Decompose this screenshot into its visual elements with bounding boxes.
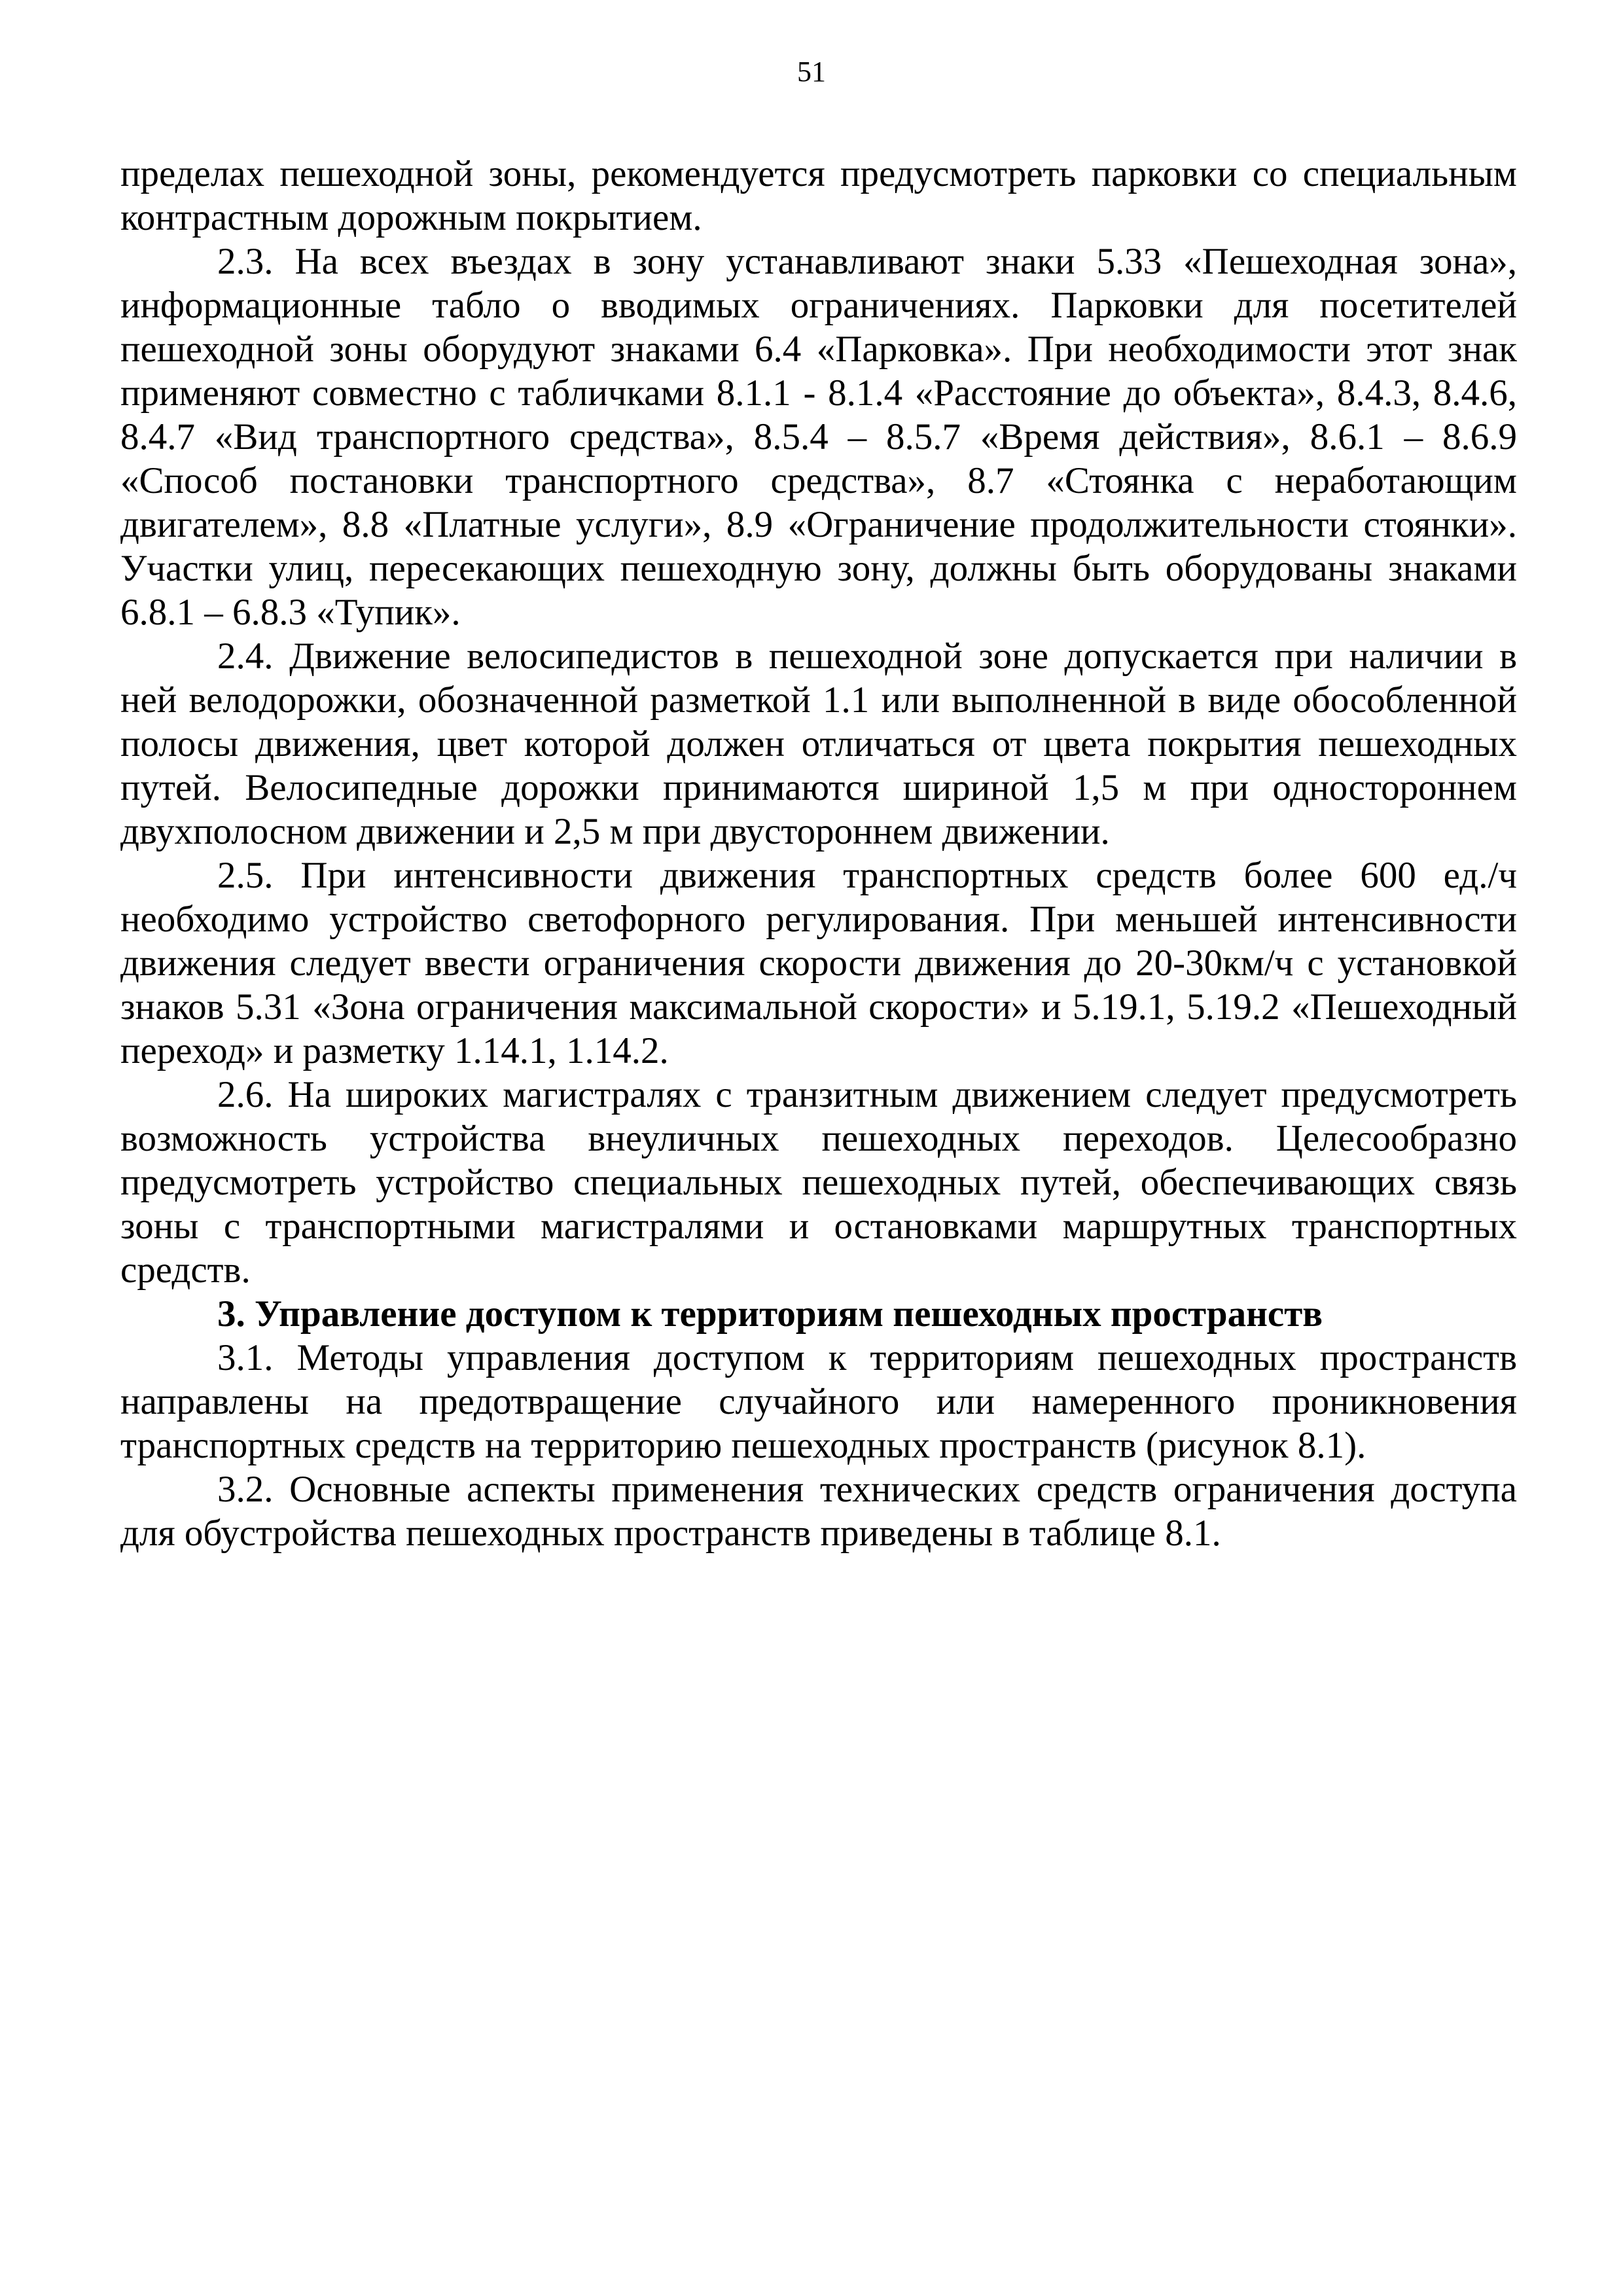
paragraph-2-5: 2.5. При интенсивности движения транспортных средств более 600 ед./ч необходимо устройство светофорного регулирования. При меньшей интенсивности движения следует ввести ограничения скорости движения до 20-30км/ч с установкой знаков 5.31 «Зона ограничения максимальной скорости» и 5.19.1, 5.19.2 «Пешеходный переход» и разметку 1.14.1, 1.14.2.: [120, 855, 1517, 1071]
section-heading: 3. Управление доступом к территориям пешеходных пространств: [217, 1293, 1323, 1335]
paragraph-2-4: 2.4. Движение велосипедистов в пешеходной зоне допускается при наличии в ней велодорожки, обозначенной разметкой 1.1 или выполненной в виде обособленной полосы движения, цвет которой должен отличаться от цвета покрытия пешеходных путей. Велосипедные дорожки принимаются шириной 1,5 м при одностороннем двухполосном движении и 2,5 м при двустороннем движении.: [120, 636, 1517, 852]
paragraph-3-1: 3.1. Методы управления доступом к территориям пешеходных пространств направлены на предотвращение случайного или намеренного проникновения транспортных средств на территорию пешеходных пространств (рисунок 8.1).: [120, 1337, 1517, 1466]
document-body: [120, 152, 1517, 1555]
paragraph-2-3: 2.3. На всех въездах в зону устанавливают знаки 5.33 «Пешеходная зона», информационные табло о вводимых ограничениях. Парковки для посетителей пешеходной зоны оборудуют знаками 6.4 «Парковка». При необходимости этот знак применяют совместно с табличками 8.1.1 - 8.1.4 «Расстояние до объекта», 8.4.3, 8.4.6, 8.4.7 «Вид транспортного средства», 8.5.4 – 8.5.7 «Время действия», 8.6.1 – 8.6.9 «Способ постановки транспортного средства», 8.7 «Стоянка с неработающим двигателем», 8.8 «Платные услуги», 8.9 «Ограничение продолжительности стоянки». Участки улиц, пересекающих пешеходную зону, должны быть оборудованы знаками 6.8.1 – 6.8.3 «Тупик».: [120, 241, 1517, 633]
paragraph-continuation: пределах пешеходной зоны, рекомендуется предусмотреть парковки со специальным контрастным дорожным покрытием.: [120, 153, 1517, 238]
paragraph-2-6: 2.6. На широких магистралях с транзитным движением следует предусмотреть возможность устройства внеуличных пешеходных переходов. Целесообразно предусмотреть устройство специальных пешеходных путей, обеспечивающих связь зоны с транспортными магистралями и остановками маршрутных транспортных средств.: [120, 1074, 1517, 1291]
paragraph-3-2: 3.2. Основные аспекты применения технических средств ограничения доступа для обустройства пешеходных пространств приведены в таблице 8.1.: [120, 1469, 1517, 1554]
page-number: 51: [797, 56, 826, 88]
